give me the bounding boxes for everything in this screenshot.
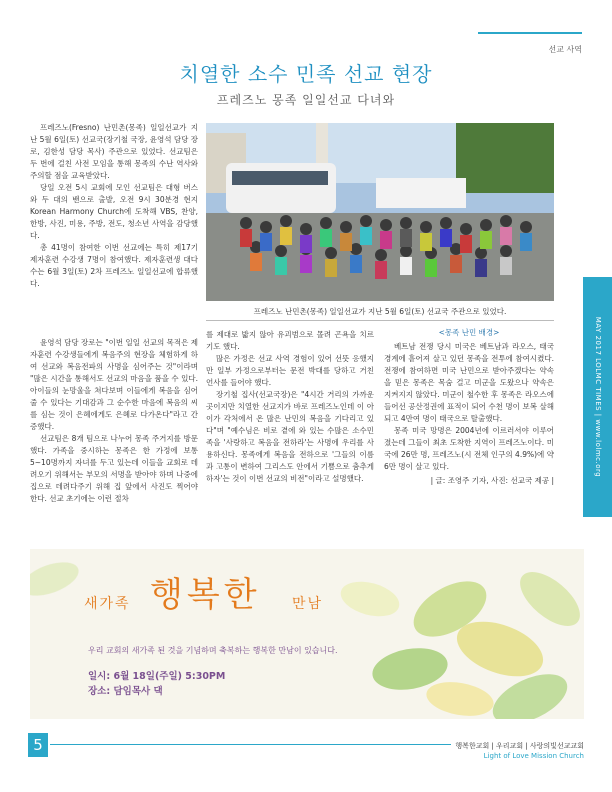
banner-label-left: 새가족	[84, 596, 131, 612]
group-photo	[206, 123, 554, 301]
paragraph: 프레즈노(Fresno) 난민촌(몽족) 일일선교가 지난 5월 6일(토) 선교국(장기철 국장, 윤영석 담당 장로, 김한성 담당 목사) 주관으로 있었다. 선교팀은 두 번에 걸친 사전 모임을 통해 몽족의 수난 역사와 주의할 점을 교육받았다.	[30, 123, 198, 180]
paragraph: 많은 가정은 선교 사역 경험이 있어 선뜻 응했지만 일부 가정으로부터는 문전 박대를 당하고 거친 언사를 들어야 했다.	[206, 354, 374, 387]
event-banner	[30, 549, 584, 719]
footer-church-names: 행복한교회 | 우리교회 | 사랑의빛선교교회	[451, 741, 584, 751]
page-title: 치열한 소수 민족 선교 현장	[179, 62, 433, 86]
side-tab	[583, 277, 612, 517]
photo-caption: 프레즈노 난민촌(몽족) 일일선교가 지난 5월 6일(토) 선교국 주관으로 있었다.	[253, 307, 507, 316]
sidebar-heading: <몽족 난민 배경>	[438, 328, 500, 337]
paragraph: 를 제대로 밟지 않아 유괴범으로 몰려 곤욕을 치르기도 했다.	[206, 330, 374, 351]
article-column-2	[206, 329, 374, 485]
divider	[206, 320, 554, 321]
banner-description: 우리 교회의 새가족 된 것을 기념하며 축복하는 행복한 만남이 있습니다.	[88, 646, 338, 655]
banner-label-right: 만남	[292, 596, 324, 612]
section-tag: 선교 사역	[478, 32, 582, 55]
banner-headline: 행복한	[150, 575, 261, 615]
page-number: 5	[28, 733, 48, 757]
article-column-1-continued	[30, 337, 198, 505]
page-subtitle: 프레즈노 몽족 일일선교 다녀와	[216, 93, 396, 107]
article-column-3	[384, 327, 554, 487]
article-column-1	[30, 122, 198, 290]
banner-place: 장소: 담임목사 댁	[88, 686, 163, 697]
paragraph: 총 41명이 참여한 이번 선교에는 특히 제17기 제자훈련 수강생 7명이 참여했다. 제자훈련생 대다수는 6월 3일(토) 2차 프레즈노 일일선교에 합류했다.	[30, 243, 198, 288]
paragraph: 당일 오전 5시 교회에 모인 선교팀은 대형 버스와 두 대의 밴으로 출발, 오전 9시 30분경 현지 Korean Harmony Church에 도착해 VBS, 찬양, 한방, 사진, 미용, 주방, 전도, 청소년 사역을 감당했다.	[30, 183, 198, 240]
footer-church-english: Light of Love Mission Church	[483, 752, 584, 760]
photo-illustration	[206, 123, 554, 301]
article-credit: | 글: 조영주 기자, 사진: 선교국 제공 |	[430, 476, 554, 485]
paragraph: 선교팀은 8개 팀으로 나누어 몽족 주거지를 방문했다. 가족을 중시하는 몽족은 한 가정에 보통 5~10명까지 자녀를 두고 있는데 이들을 교회로 데려오기 위해서는 부모의 서명을 받아야 하며 나중에 집으로 데려다주기 위해 집 앞에서 사진도 찍어야 한다. 선교 초기에는 이런 절차	[30, 434, 198, 503]
paragraph: 몽족 미국 망명은 2004년에 이르러서야 이루어졌는데 그들이 최초 도착한 지역이 프레즈노이다. 미국에 26만 명, 프레즈노(시 전체 인구의 4.9%)에 약 6만 명이 살고 있다.	[384, 426, 554, 471]
paragraph: 장기철 집사(선교국장)은 "4시간 거리의 가까운 곳이지만 치열한 선교지가 바로 프레즈노인데 이 아이가 각처에서 온 많은 난민의 복음을 기다리고 있다"며 "예수님은 비로 곁에 와 있는 수많은 소수민족을 '사랑하고 복음을 전하라'는 사명에 우리를 사용하신다. 몽족에게 복음을 전하으로 '그들의 이름과 고통이 변하여 그리스도 안에서 기쁨으로 춤추게 하자'는 것이 이번 선교의 비전"이라고 설명했다.	[206, 390, 374, 483]
paragraph: 윤영석 담당 장로는 "이번 일일 선교의 목적은 제자훈련 수강생들에게 복음주의 현장을 체험하게 하여 선교와 복음전파의 사명을 심어주는 것"이라며 "많은 시간을 통해서도 선교의 마음을 품을 수 있다. 아이들의 눈망울을 쳐다보며 이들에게 복음을 심어줄 수 있다는 기대감과 그 순수한 마음에 복음의 씨를 심는 것이 은혜에게도 은혜로 다가온다"라고 간증했다.	[30, 338, 198, 431]
paragraph: 베트남 전쟁 당시 미국은 베트남과 라오스, 태국 경계에 흩어져 살고 있던 몽족을 전투에 참여시켰다. 전쟁에 참여하면 미국 난민으로 받아주겠다는 약속을 믿은 몽족은 목숨 걸고 미군을 도왔으나 약속은 지켜지지 않았다. 미군이 철수한 후 몽족은 라오스에 들어선 공산정권에 표적이 되어 수천 명이 보복 살해되고 4만여 명이 태국으로 탈출했다.	[384, 342, 554, 423]
side-tab-label: MAY 2017 LOLMC TIMES | www.lolmc.org	[593, 316, 602, 478]
banner-date: 일시: 6월 18일(주일) 5:30PM	[88, 671, 226, 682]
